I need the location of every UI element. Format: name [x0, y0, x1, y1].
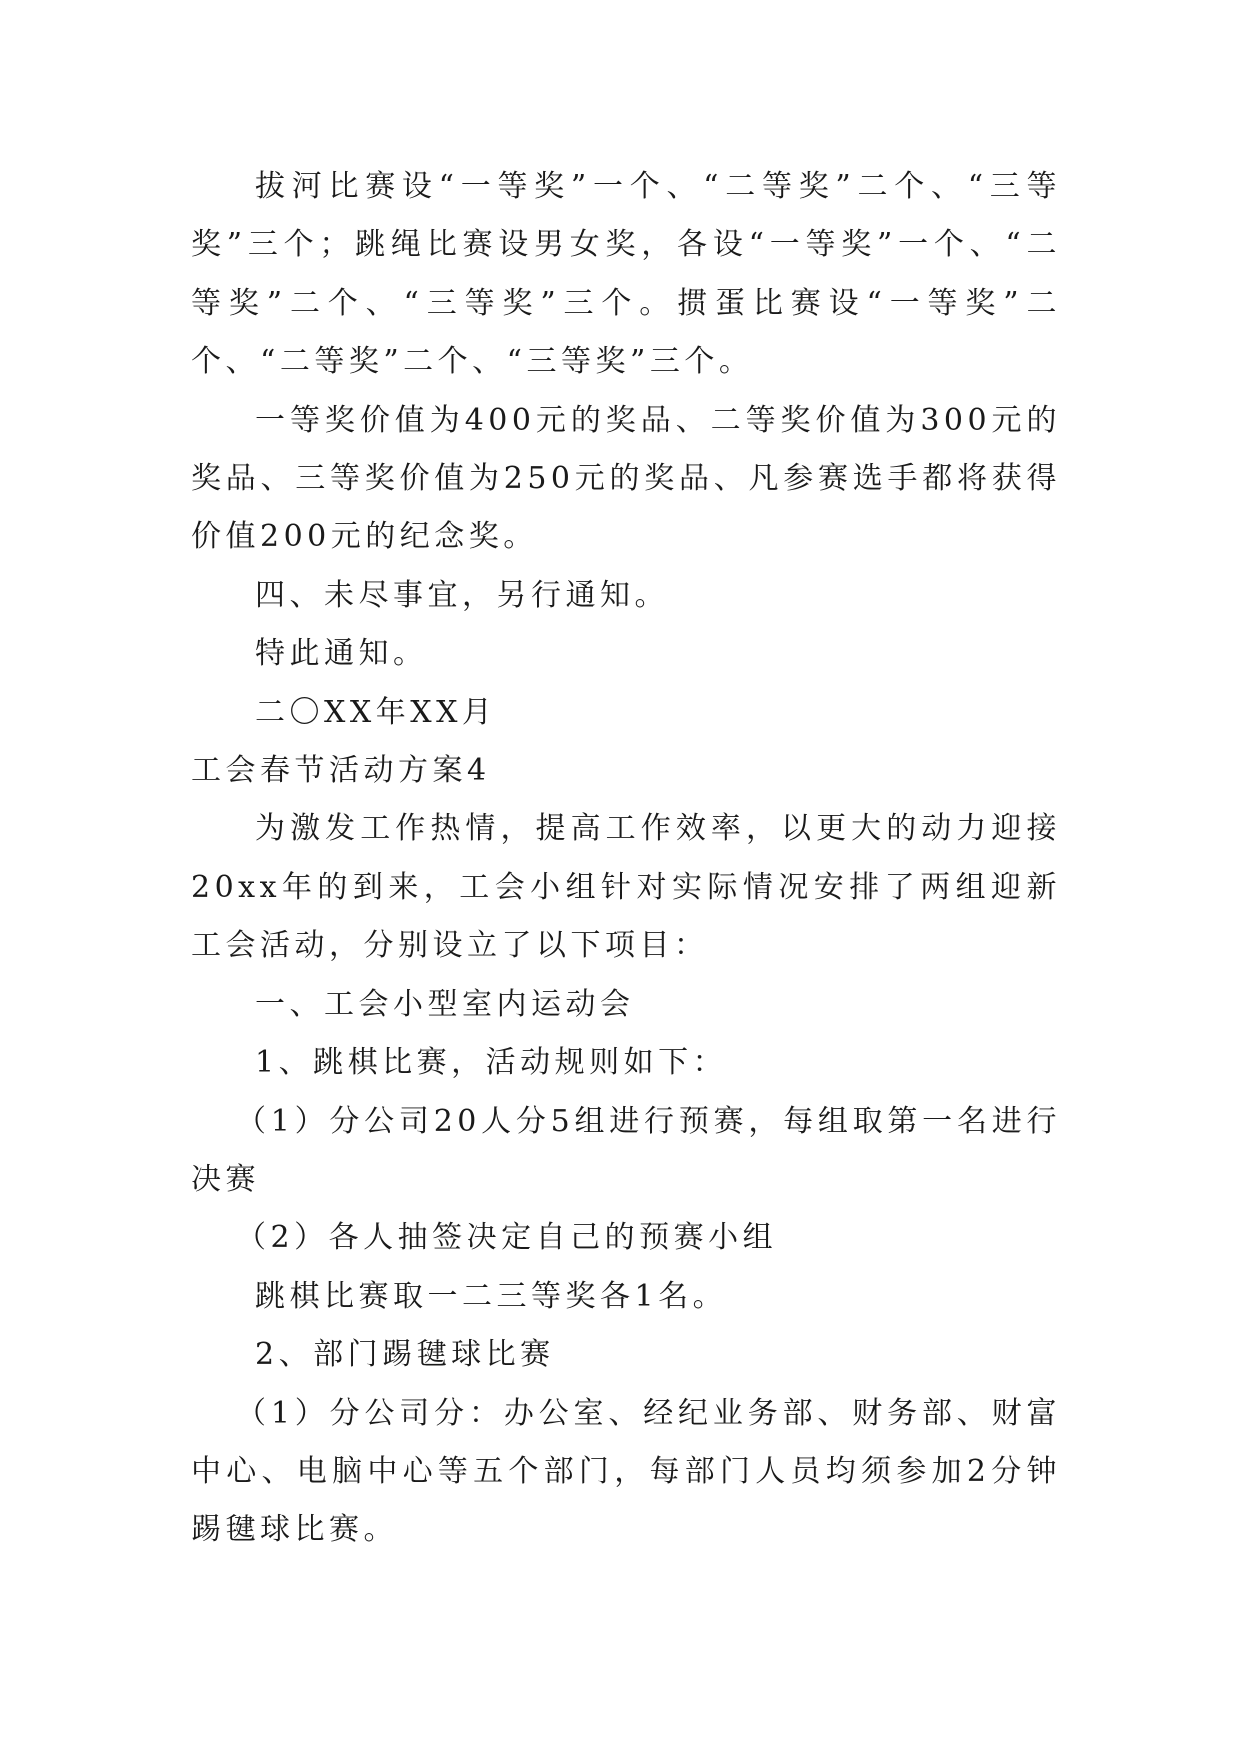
paragraph-other-matters: 四、未尽事宜，另行通知。 — [255, 577, 669, 613]
paragraph-award-settings: 拔河比赛设“一等奖”一个、“二等奖”二个、“三等奖”三个；跳绳比赛设男女奖，各设“一等奖”一个、“二等奖”二个、“三等奖”三个。掼蛋比赛设“一等奖”二个、“二等奖”二个、“三等奖”三个。 — [191, 169, 1061, 380]
heading-shuttlecock: 2、部门踢毽球比赛 — [255, 1337, 555, 1373]
paragraph-date: 二〇XX年XX月 — [255, 694, 497, 730]
paragraph-checkers-rule-1: （1）分公司20人分5组进行预赛，每组取第一名进行决赛 — [191, 1103, 1061, 1197]
paragraph-shuttlecock-rule-1: （1）分公司分：办公室、经纪业务部、财务部、财富中心、电脑中心等五个部门，每部门人员均须参加2分钟踢毽球比赛。 — [191, 1395, 1061, 1548]
paragraph-checkers-awards: 跳棋比赛取一二三等奖各1名。 — [255, 1278, 728, 1314]
section-title: 工会春节活动方案4 — [191, 753, 491, 789]
heading-indoor-sports: 一、工会小型室内运动会 — [255, 986, 635, 1022]
heading-checkers-rules: 1、跳棋比赛，活动规则如下： — [255, 1045, 728, 1081]
paragraph-checkers-rule-2: （2）各人抽签决定自己的预赛小组 — [236, 1220, 778, 1256]
document-body — [191, 158, 1061, 1560]
paragraph-notice: 特此通知。 — [255, 636, 428, 672]
paragraph-intro: 为激发工作热情，提高工作效率，以更大的动力迎接20xx年的到来，工会小组针对实际情况安排了两组迎新工会活动，分别设立了以下项目： — [191, 811, 1061, 964]
paragraph-prize-values: 一等奖价值为400元的奖品、二等奖价值为300元的奖品、三等奖价值为250元的奖品、凡参赛选手都将获得价值200元的纪念奖。 — [191, 402, 1061, 555]
